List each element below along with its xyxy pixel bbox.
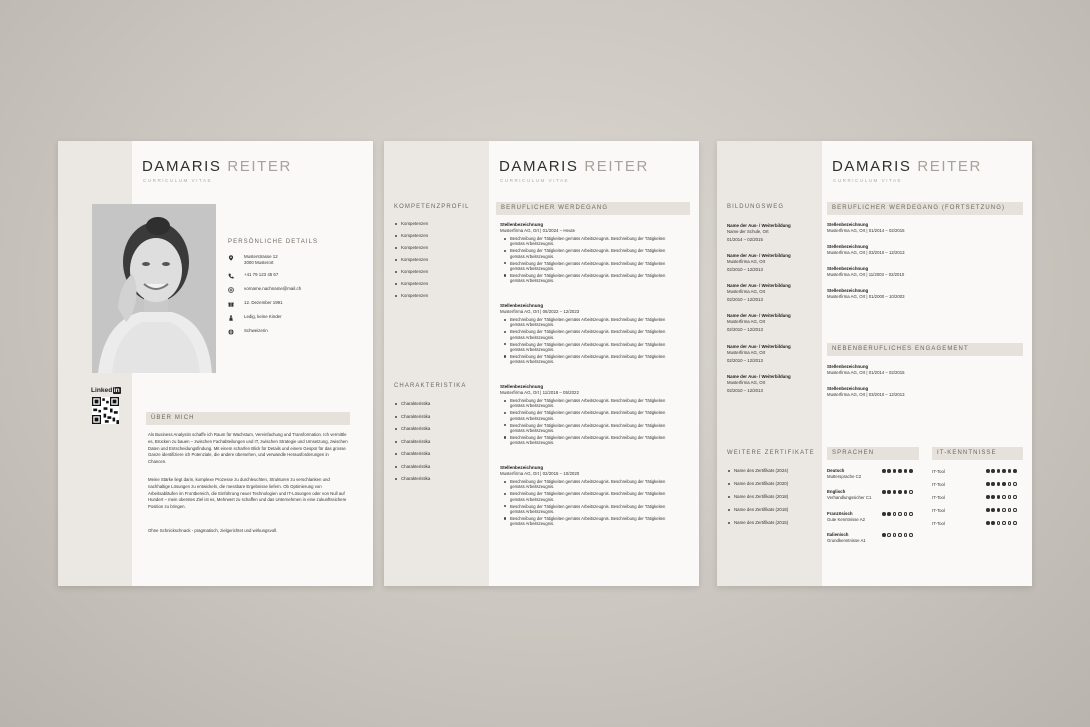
language-rating xyxy=(882,469,913,473)
it-skill-name: IT-Tool xyxy=(932,469,945,474)
it-skills-title: IT-KENNTNISSE xyxy=(932,447,1023,460)
list-item: Kompetenzen xyxy=(394,293,428,298)
contact-birthday xyxy=(228,300,283,308)
job-entry: Stellenbezeichnung Musterfirma AG, Ort | 01/2024 – Heute Beschreibung der Tätigkeiten gemäss Arbeitszeugnis. Beschreibung der Tätigkeiten gemäss Arbeitszeugnis. Beschreibung der Tätigkeiten gemäss Arbeitszeugnis. Beschreibung der Tätigkeiten gemäss Arbeitszeugnis. Beschreibung der Tätigkeiten gemäss Arbeitszeugnis. Beschreibung der Tätigkeiten gemäss Arbeitszeugnis. Beschreibung der Tätigkeiten gemäss Arbeitszeugnis. Beschreibung der Tätigkeiten gemäss Arbeitszeugnis. xyxy=(500,222,680,285)
traits-list xyxy=(394,401,430,481)
list-item: Name des Zertifikats (2015) xyxy=(727,520,788,525)
language-rating xyxy=(882,533,913,537)
it-skill-name: IT-Tool xyxy=(932,495,945,500)
rating-dot-filled xyxy=(887,512,891,516)
traits-title: CHARAKTERISTIKA xyxy=(394,383,467,389)
rating-dot-empty xyxy=(893,512,897,516)
education-entry: Name der Aus- / Weiterbildung Musterfirma AG, Ort 02/2010 – 12/2013 xyxy=(727,283,791,302)
career-continued-title: BERUFLICHER WERDEGANG (FORTSETZUNG) xyxy=(827,202,1023,215)
about-paragraph-3: Ohne Schnickschnack - pragmatisch, zielgerichtet und wirkungsvoll. xyxy=(148,528,278,533)
resume-name: DAMARIS REITER xyxy=(832,158,982,175)
qr-code-icon xyxy=(92,397,119,424)
it-skill-name: IT-Tool xyxy=(932,508,945,513)
it-skill-rating xyxy=(986,495,1017,499)
rating-dot-filled xyxy=(986,508,990,512)
personal-details-title: PERSÖNLICHE DETAILS xyxy=(228,239,319,245)
list-item: Kompetenzen xyxy=(394,233,428,238)
rating-dot-filled xyxy=(991,495,995,499)
volunteer-entry: Stellenbezeichnung Musterfirma AG, Ort | 01/2014 – 02/2015 xyxy=(827,364,905,375)
rating-dot-filled xyxy=(904,469,908,473)
volunteer-title: NEBENBERUFLICHES ENGAGEMENT xyxy=(827,343,1023,356)
rating-dot-empty xyxy=(898,512,902,516)
rating-dot-empty xyxy=(898,533,902,537)
list-item: Name des Zertifikats (2024) xyxy=(727,468,788,473)
email-address: vorname.nachname@mail.ch xyxy=(244,286,302,291)
list-item: Kompetenzen xyxy=(394,257,428,262)
list-item: Charakteristika xyxy=(394,464,430,469)
job-entry: Stellenbezeichnung Musterfirma AG, Ort | 01/2000 – 10/2003 xyxy=(827,288,905,299)
rating-dot-filled xyxy=(986,482,990,486)
rating-dot-filled xyxy=(991,508,995,512)
rating-dot-empty xyxy=(893,533,897,537)
job-entry: Stellenbezeichnung Musterfirma AG, Ort | 03/2010 – 12/2013 xyxy=(827,244,905,255)
job-entry: Stellenbezeichnung Musterfirma AG, Ort | 11/2018 – 05/2022 Beschreibung der Tätigkeiten gemäss Arbeitszeugnis. Beschreibung der Tätigkeiten gemäss Arbeitszeugnis. Beschreibung der Tätigkeiten gemäss Arbeitszeugnis. Beschreibung der Tätigkeiten gemäss Arbeitszeugnis. Beschreibung der Tätigkeiten gemäss Arbeitszeugnis. Beschreibung der Tätigkeiten gemäss Arbeitszeugnis. Beschreibung der Tätigkeiten gemäss Arbeitszeugnis. Beschreibung der Tätigkeiten gemäss Arbeitszeugnis. xyxy=(500,384,680,447)
rating-dot-filled xyxy=(909,469,913,473)
certificates-list xyxy=(727,468,788,525)
resume-page-2 xyxy=(384,141,699,586)
education-entry: Name der Aus- / Weiterbildung Musterfirma AG, Ort 02/2010 – 12/2013 xyxy=(727,253,791,272)
resume-subtitle: CURRICULUM VITAE xyxy=(500,178,570,183)
list-item: Charakteristika xyxy=(394,426,430,431)
language-entry: Deutsch Muttersprache C2 xyxy=(827,468,862,479)
rating-dot-empty xyxy=(1013,495,1017,499)
rating-dot-empty xyxy=(904,533,908,537)
certificates-title: WEITERE ZERTIFIKATE xyxy=(727,450,815,456)
resume-subtitle: CURRICULUM VITAE xyxy=(143,178,213,183)
language-entry: Englisch Verhandlungssicher C1 xyxy=(827,489,872,500)
resume-name: DAMARIS REITER xyxy=(499,158,649,175)
education-entry: Name der Aus- / Weiterbildung Name der Schule, Ort 01/2014 – 02/2015 xyxy=(727,223,791,242)
portrait-image xyxy=(92,204,216,373)
rating-dot-filled xyxy=(1008,469,1012,473)
contact-marital-status xyxy=(228,314,282,322)
phone-number: +41 79 123 45 67 xyxy=(244,272,279,277)
rating-dot-filled xyxy=(882,512,886,516)
career-title: BERUFLICHER WERDEGANG xyxy=(496,202,690,215)
about-paragraph-1: Als Business Analystin schaffe ich Raum für Wachstum, Vereinfachung und Transformation. Ich vermittle es, Brücken zu bauen – zwischen Fachabteilungen und IT, zwischen Strategie und Umsetzung, zwischen Daten und Entscheidungsfindung. Mit einem scharfen Blick für Details und einem Gespür für das grosse Ganze identifiziere ich Potenziale, die andere übersehen, und verwandle Herausforderungen in Chancen. xyxy=(148,432,348,465)
about-me-title: ÜBER MICH xyxy=(146,412,350,425)
address-city: 3000 Musterort xyxy=(244,260,274,266)
rating-dot-empty xyxy=(909,533,913,537)
rating-dot-empty xyxy=(1013,482,1017,486)
rating-dot-empty xyxy=(1013,521,1017,525)
rating-dot-empty xyxy=(997,521,1001,525)
rating-dot-filled xyxy=(893,490,897,494)
rating-dot-empty xyxy=(1013,508,1017,512)
birth-date: 12. Dezember 1991 xyxy=(244,300,283,305)
globe-icon xyxy=(228,328,240,336)
person-icon xyxy=(228,314,240,322)
language-entry: Französisch Gute Kenntnisse A2 xyxy=(827,511,865,522)
list-item: Kompetenzen xyxy=(394,269,428,274)
rating-dot-filled xyxy=(882,469,886,473)
resume-page-3 xyxy=(717,141,1032,586)
list-item: Kompetenzen xyxy=(394,221,428,226)
skills-title: KOMPETENZPROFIL xyxy=(394,204,470,210)
rating-dot-filled xyxy=(986,469,990,473)
list-item: Charakteristika xyxy=(394,414,430,419)
rating-dot-filled xyxy=(991,469,995,473)
contact-phone xyxy=(228,272,278,280)
phone-icon xyxy=(228,272,240,280)
rating-dot-filled xyxy=(1013,469,1017,473)
job-entry: Stellenbezeichnung Musterfirma AG, Ort | 06/2022 – 12/2023 Beschreibung der Tätigkeiten gemäss Arbeitszeugnis. Beschreibung der Tätigkeiten gemäss Arbeitszeugnis. Beschreibung der Tätigkeiten gemäss Arbeitszeugnis. Beschreibung der Tätigkeiten gemäss Arbeitszeugnis. Beschreibung der Tätigkeiten gemäss Arbeitszeugnis. Beschreibung der Tätigkeiten gemäss Arbeitszeugnis. Beschreibung der Tätigkeiten gemäss Arbeitszeugnis. Beschreibung der Tätigkeiten gemäss Arbeitszeugnis. xyxy=(500,303,680,366)
resume-page-1 xyxy=(58,141,373,586)
about-paragraph-2: Meine Stärke liegt darin, komplexe Prozesse zu durchleuchten, Strukturen zu verschlanken und nachhaltige Lösungen zu entwickeln, die messbare Ergebnisse liefern. Ob Optimierung von Arbeitsabläufen im Frontbereich, die Einführung neuer Technologien und IT-Lösungen oder von Null auf Hundert – mein oberstes Ziel ist es, Mehrwert zu schaffen und das Unternehmen in eine zukunftssichere Position zu bringen. xyxy=(148,477,347,510)
volunteer-entry: Stellenbezeichnung Musterfirma AG, Ort | 03/2010 – 12/2013 xyxy=(827,386,905,397)
job-entry: Stellenbezeichnung Musterfirma AG, Ort | 11/2003 – 02/2010 xyxy=(827,266,905,277)
languages-title: SPRACHEN xyxy=(827,447,919,460)
rating-dot-filled xyxy=(1002,482,1006,486)
gift-icon xyxy=(228,300,240,308)
location-pin-icon xyxy=(228,254,240,262)
education-title: BILDUNGSWEG xyxy=(727,204,785,210)
resume-name: DAMARIS REITER xyxy=(142,158,292,175)
rating-dot-filled xyxy=(893,469,897,473)
rating-dot-empty xyxy=(904,512,908,516)
rating-dot-filled xyxy=(887,490,891,494)
job-entry: Stellenbezeichnung Musterfirma AG, Ort | 02/2015 – 10/2020 Beschreibung der Tätigkeiten gemäss Arbeitszeugnis. Beschreibung der Tätigkeiten gemäss Arbeitszeugnis. Beschreibung der Tätigkeiten gemäss Arbeitszeugnis. Beschreibung der Tätigkeiten gemäss Arbeitszeugnis. Beschreibung der Tätigkeiten gemäss Arbeitszeugnis. Beschreibung der Tätigkeiten gemäss Arbeitszeugnis. Beschreibung der Tätigkeiten gemäss Arbeitszeugnis. Beschreibung der Tätigkeiten gemäss Arbeitszeugnis. xyxy=(500,465,680,528)
rating-dot-filled xyxy=(882,533,886,537)
marital-status: Ledig, keine Kinder xyxy=(244,314,282,319)
rating-dot-filled xyxy=(997,495,1001,499)
contact-nationality xyxy=(228,328,268,336)
rating-dot-filled xyxy=(986,521,990,525)
rating-dot-filled xyxy=(991,482,995,486)
contact-email xyxy=(228,286,301,294)
list-item: Kompetenzen xyxy=(394,245,428,250)
language-entry: Italienisch Grundkenntnisse A1 xyxy=(827,532,866,543)
rating-dot-filled xyxy=(997,508,1001,512)
it-skill-rating xyxy=(986,508,1017,512)
rating-dot-empty xyxy=(909,490,913,494)
it-skill-rating xyxy=(986,469,1017,473)
list-item: Charakteristika xyxy=(394,451,430,456)
rating-dot-empty xyxy=(1002,521,1006,525)
it-skill-name: IT-Tool xyxy=(932,482,945,487)
rating-dot-filled xyxy=(1002,469,1006,473)
language-rating xyxy=(882,512,913,516)
rating-dot-empty xyxy=(887,533,891,537)
rating-dot-empty xyxy=(1002,495,1006,499)
rating-dot-filled xyxy=(997,482,1001,486)
list-item: Charakteristika xyxy=(394,476,430,481)
it-skill-rating xyxy=(986,521,1017,525)
list-item: Charakteristika xyxy=(394,401,430,406)
list-item: Charakteristika xyxy=(394,439,430,444)
rating-dot-filled xyxy=(898,490,902,494)
nationality: Schweizerin xyxy=(244,328,268,333)
list-item: Name des Zertifikats (2018) xyxy=(727,494,788,499)
rating-dot-filled xyxy=(887,469,891,473)
rating-dot-filled xyxy=(991,521,995,525)
rating-dot-empty xyxy=(909,512,913,516)
linkedin-logo: Linked in xyxy=(91,387,120,394)
contact-address xyxy=(228,254,278,266)
rating-dot-empty xyxy=(1008,508,1012,512)
rating-dot-filled xyxy=(904,490,908,494)
skills-list xyxy=(394,221,428,298)
profile-photo xyxy=(92,204,216,373)
job-entry: Stellenbezeichnung Musterfirma AG, Ort | 01/2014 – 02/2015 xyxy=(827,222,905,233)
list-item: Name des Zertifikats (2018) xyxy=(727,507,788,512)
at-sign-icon xyxy=(228,286,240,294)
address-street: Musterstrasse 12 xyxy=(244,254,278,259)
resume-subtitle: CURRICULUM VITAE xyxy=(833,178,903,183)
rating-dot-filled xyxy=(882,490,886,494)
rating-dot-filled xyxy=(997,469,1001,473)
rating-dot-filled xyxy=(986,495,990,499)
rating-dot-empty xyxy=(1008,482,1012,486)
list-item: Name des Zertifikats (2020) xyxy=(727,481,788,486)
list-item: Kompetenzen xyxy=(394,281,428,286)
rating-dot-empty xyxy=(1008,521,1012,525)
education-entry: Name der Aus- / Weiterbildung Musterfirma AG, Ort 02/2010 – 12/2013 xyxy=(727,313,791,332)
it-skill-name: IT-Tool xyxy=(932,521,945,526)
education-entry: Name der Aus- / Weiterbildung Musterfirma AG, Ort 02/2010 – 12/2013 xyxy=(727,374,791,393)
rating-dot-empty xyxy=(1008,495,1012,499)
rating-dot-empty xyxy=(1002,508,1006,512)
language-rating xyxy=(882,490,913,494)
it-skill-rating xyxy=(986,482,1017,486)
education-entry: Name der Aus- / Weiterbildung Musterfirma AG, Ort 02/2010 – 12/2013 xyxy=(727,344,791,363)
rating-dot-filled xyxy=(898,469,902,473)
